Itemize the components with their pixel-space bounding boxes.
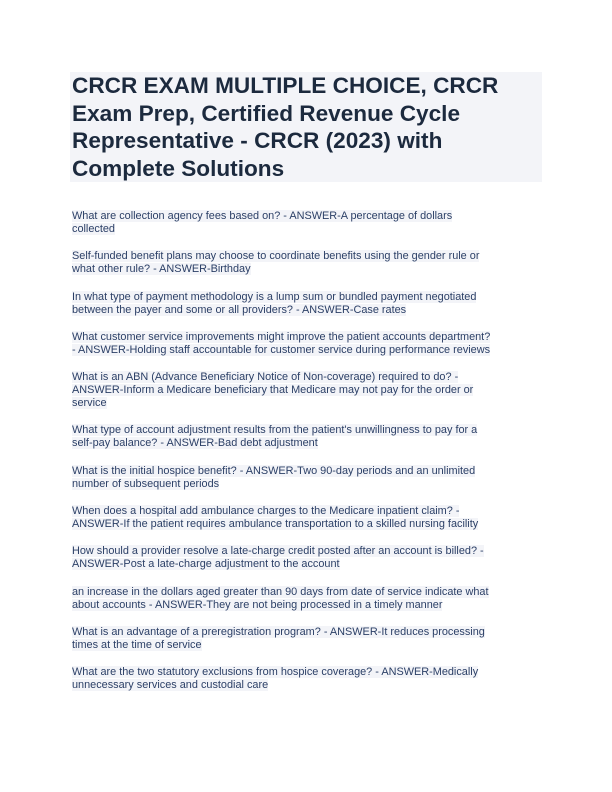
- qa-item: [72, 586, 542, 612]
- qa-text: In what type of payment methodology is a lump sum or bundled payment negotiated between the payer and some or all providers? - ANSWER-Case rates: [72, 290, 477, 316]
- qa-text: What is an advantage of a preregistration program? - ANSWER-It reduces processing times at the time of service: [72, 625, 485, 651]
- qa-text: What customer service improvements might improve the patient accounts department? - ANSWER-Holding staff accountable for customer service during performance reviews: [72, 330, 491, 356]
- qa-item: [72, 666, 542, 692]
- qa-item: [72, 505, 542, 531]
- qa-list: [72, 210, 542, 707]
- title-block: [70, 72, 542, 182]
- qa-item: [72, 465, 542, 491]
- qa-text: When does a hospital add ambulance charges to the Medicare inpatient claim? - ANSWER-If the patient requires ambulance transportation to a skilled nursing facility: [72, 505, 479, 531]
- qa-text: What is an ABN (Advance Beneficiary Notice of Non-coverage) required to do? - ANSWER-Inform a Medicare beneficiary that Medicare may not pay for the order or service: [72, 371, 474, 410]
- qa-text: What is the initial hospice benefit? - ANSWER-Two 90-day periods and an unlimited number of subsequent periods: [72, 464, 476, 490]
- qa-item: [72, 545, 542, 571]
- qa-text: What type of account adjustment results from the patient's unwillingness to pay for a self-pay balance? - ANSWER-Bad debt adjustment: [72, 424, 478, 450]
- qa-item: [72, 331, 542, 357]
- document-title: CRCR EXAM MULTIPLE CHOICE, CRCR Exam Prep, Certified Revenue Cycle Representative - CRCR (2023) with Complete Solutions: [72, 73, 499, 181]
- qa-text: What are collection agency fees based on? - ANSWER-A percentage of dollars collected: [72, 210, 453, 235]
- qa-item: [72, 250, 542, 276]
- qa-item: [72, 291, 542, 317]
- qa-text: How should a provider resolve a late-charge credit posted after an account is billed? - ANSWER-Post a late-charge adjustment to the account: [72, 545, 484, 571]
- qa-item: [72, 210, 542, 236]
- qa-text: Self-funded benefit plans may choose to coordinate benefits using the gender rule or what other rule? - ANSWER-Birthday: [72, 250, 480, 276]
- qa-item: [72, 371, 542, 410]
- qa-text: What are the two statutory exclusions from hospice coverage? - ANSWER-Medically unnecessary services and custodial care: [72, 666, 479, 692]
- qa-item: [72, 626, 542, 652]
- qa-item: [72, 424, 542, 450]
- qa-text: an increase in the dollars aged greater than 90 days from date of service indicate what about accounts - ANSWER-They are not being processed in a timely manner: [72, 585, 489, 611]
